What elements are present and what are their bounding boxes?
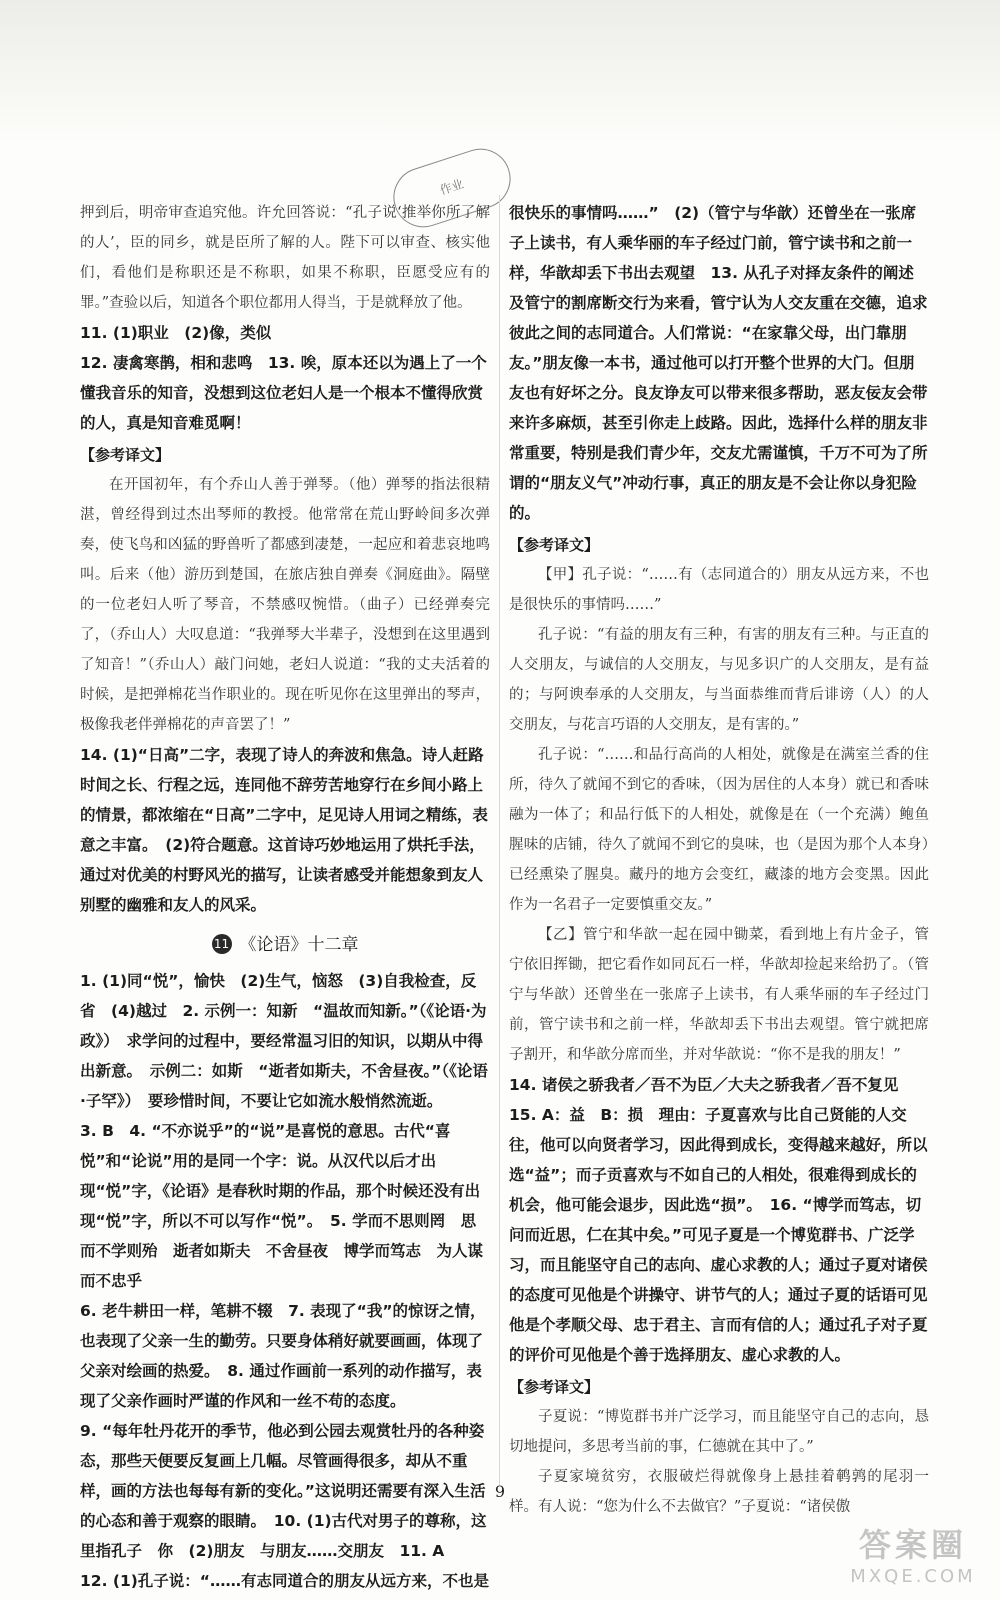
page-number: 9 — [494, 1482, 506, 1501]
watermark-line1: 答案圈 — [858, 1526, 967, 1564]
right-column — [509, 198, 929, 1522]
translation-paragraph: 孔子说：“有益的朋友有三种，有害的朋友有三种。与正直的人交朋友，与诚信的人交朋友，与见多识广的人交朋友，是有益的；与阿谀奉承的人交朋友，与当面恭维而背后诽谤（人）的人交朋友，与花言巧语的人交朋友，是有害的。” — [509, 627, 929, 733]
translation-paragraph: 孔子说：“……和品行高尚的人相处，就像是在满室兰香的住所，待久了就闻不到它的香味，（因为居住的人本身）就已和香味融为一体了；和品行低下的人相处，就像是在（一个充满）鲍鱼腥味的店铺，待久了就闻不到它的臭味，也（是因为那个人本身）已经熏染了腥臭。藏丹的地方会变红，藏漆的地方会变黑。因此作为一名君子一定要慎重交友。” — [509, 747, 929, 913]
translation-paragraph: 子夏说：“博览群书并广泛学习，而且能坚守自己的志向，恳切地提问，多思考当前的事，仁德就在其中了。” — [509, 1409, 929, 1455]
answer-1-2: 1. (1)同“悦”，愉快 (2)生气，恼怒 (3)自我检查，反省 (4)越过 2. 示例一：知新 “温故而知新。”（《论语·为政》） 求学问的过程中，要经常温习旧的知识，以期从中得出新意。 示例二：如斯 “逝者如斯夫，不舍昼夜。”（《论语·子罕》） 要珍惜时间，不要让它如流水般悄然流逝。 — [80, 972, 488, 1110]
translation-paragraph: 【乙】管宁和华歆一起在园中锄菜，看到地上有片金子，管宁依旧挥锄，把它看作如同瓦石一样，华歆却捡起来给扔了。（管宁与华歆）还曾坐在一张席子上读书，有人乘华丽的车子经过门前，管宁读书和之前一样，华歆却丢下书出去观望。管宁就把席子割开，和华歆分席而坐，并对华歆说：“你不是我的朋友！” — [509, 927, 929, 1063]
left-column — [80, 198, 490, 1596]
answer-6-8: 6. 老牛耕田一样，笔耕不辍 7. 表现了“我”的惊讶之情，也表现了父亲一生的勤劳。只要身体稍好就要画画，体现了父亲对绘画的热爱。 8. 通过作画前一系列的动作描写，表现了父亲作画时严谨的作风和一丝不苟的态度。 — [80, 1302, 486, 1410]
column-divider — [499, 195, 500, 1485]
reference-translation-heading: 【参考译文】 — [509, 536, 600, 554]
answer-3-5: 3. B 4. “不亦说乎”的“说”是喜悦的意思。古代“喜悦”和“论说”用的是同一个字：说。从汉代以后才出现“悦”字，《论语》是春秋时期的作品，那个时候还没有出现“悦”字，所以不可以写作“悦”。 5. 学而不思则罔 思而不学则殆 逝者如斯夫 不舍昼夜 博学而笃志 为人谋而不忠乎 — [80, 1122, 484, 1290]
translation-paragraph: 在开国初年，有个乔山人善于弹琴。（他）弹琴的指法很精湛，曾经得到过杰出琴师的教授。他常常在荒山野岭间多次弹奏，使飞鸟和凶猛的野兽听了都感到凄楚，一起应和着悲哀地鸣叫。后来（他）游历到楚国，在旅店独自弹奏《洞庭曲》。隔壁的一位老妇人听了琴音，不禁感叹惋惜。（曲子）已经弹奏完了，（乔山人）大叹息道：“我弹琴大半辈子，没想到在这里遇到了知音！”（乔山人）敲门问她，老妇人说道：“我的丈夫活着的时候，是把弹棉花当作职业的。现在听见你在这里弹出的琴声，极像我老伴弹棉花的声音罢了！” — [80, 477, 490, 733]
answer-12-13: 12. 凄禽寒鹊，相和悲鸣 13. 唉，原本还以为遇上了一个懂我音乐的知音，没想到这位老妇人是一个根本不懂得欣赏的人，真是知音难觅啊！ — [80, 354, 487, 432]
watermark-line2: MXQE.COM — [850, 1566, 976, 1587]
answer-14: 14. (1)“日高”二字，表现了诗人的奔波和焦急。诗人赶路时间之长、行程之远，连同他不辞劳苦地穿行在乡间小路上的情景，都浓缩在“日高”二字中，足见诗人用词之精练，表意之丰富。 (2)符合题意。这首诗巧妙地运用了烘托手法，通过对优美的村野风光的描写，让读者感受并能想象到友人别墅的幽雅和友人的风采。 — [80, 746, 488, 914]
answer-15-16: 15. A：益 B：损 理由：子夏喜欢与比自己贤能的人交往，他可以向贤者学习，因此得到成长，变得越来越好，所以选“益”；而子贡喜欢与不如自己的人相处，很难得到成长的机会，他可能会退步，因此选“损”。 16. “博学而笃志，切问而近思，仁在其中矣。”可见子夏是一个博览群书、广泛学习，而且能坚守自己的志向、虚心求教的人；通过子夏对诸侯的态度可见他是个讲操守、讲节气的人；通过子夏的话语可见他是个孝顺父母、忠于君主、言而有信的人；通过孔子对子夏的评价可见他是个善于选择朋友、虚心求教的人。 — [509, 1106, 928, 1364]
translation-paragraph: 【甲】孔子说：“……有（志同道合的）朋友从远方来，不也是很快乐的事情吗……” — [509, 567, 929, 613]
top-shading — [0, 0, 1000, 145]
answer-12: 12. (1)孔子说：“……有志同道合的朋友从远方来，不也是 — [80, 1572, 489, 1590]
translation-paragraph: 子夏家境贫穷，衣服破烂得就像身上悬挂着鹌鹑的尾羽一样。有人说：“您为什么不去做官？”子夏说：“诸侯傲 — [509, 1469, 929, 1515]
site-watermark — [838, 1520, 988, 1592]
reference-translation-heading: 【参考译文】 — [80, 446, 171, 464]
answer-9-11: 9. “每年牡丹花开的季节，他必到公园去观赏牡丹的各种姿态，那些天便要反复画上几幅。尽管画得很多，却从不重样，画的方法也每每有新的变化。”这说明还需要有深入生活的心态和善于观察的眼睛。 10. (1)古代对男子的尊称，这里指孔子 你 (2)朋友 与朋友……交朋友 11. A — [80, 1422, 487, 1560]
section-title: 《论语》十二章 — [239, 935, 359, 955]
homework-stamp: 作业 — [386, 141, 519, 235]
section-heading — [80, 930, 490, 960]
answer-14: 14. 诸侯之骄我者／吾不为臣／大夫之骄我者／吾不复见 — [509, 1076, 899, 1094]
answer-11: 11. (1)职业 (2)像，类似 — [80, 324, 272, 342]
answer-12-13-cont: 很快乐的事情吗……” (2)（管宁与华歆）还曾坐在一张席子上读书，有人乘华丽的车子经过门前，管宁读书和之前一样，华歆却丢下书出去观望 13. 从孔子对择友条件的阐述及管宁的割席断交行为来看，管宁认为人交友重在交德，追求彼此之间的志同道合。人们常说：“在家靠父母，出门靠朋友。”朋友像一本书，通过他可以打开整个世界的大门。但朋友也有好坏之分。良友诤友可以带来很多帮助，恶友佞友会带来许多麻烦，甚至引你走上歧路。因此，选择什么样的朋友非常重要，特别是我们青少年，交友尤需谨慎，千万不可为了所谓的“朋友义气”冲动行事，真正的朋友是不会让你以身犯险的。 — [509, 204, 928, 522]
reference-translation-heading: 【参考译文】 — [509, 1378, 600, 1396]
translation-paragraph: 押到后，明帝审查追究他。许允回答说：“孔子说‘推举你所了解的人’，臣的同乡，就是臣所了解的人。陛下可以审查、核实他们，看他们是称职还是不称职，如果不称职，臣愿受应有的罪。”查验以后，知道各个职位都用人得当，于是就释放了他。 — [80, 205, 490, 311]
section-number-badge: 11 — [212, 934, 232, 954]
